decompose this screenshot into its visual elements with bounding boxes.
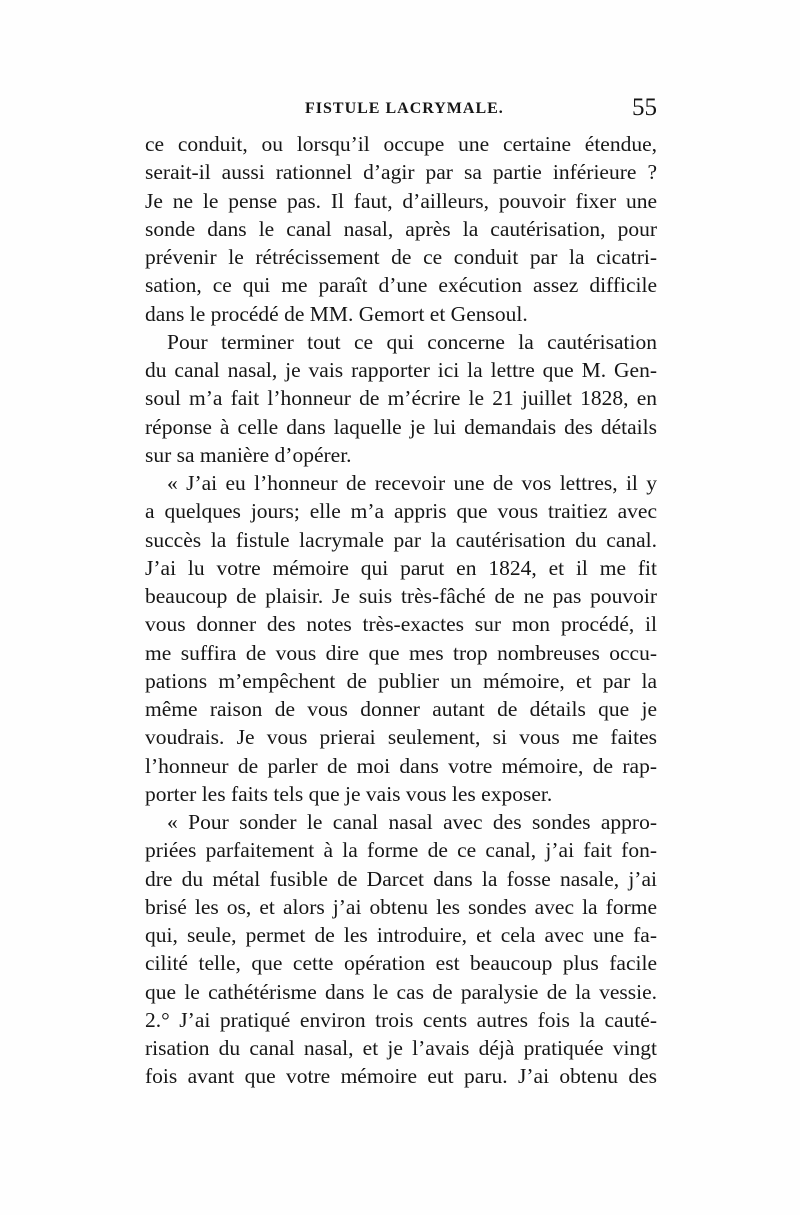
running-title: FISTULE LACRYMALE. xyxy=(305,100,504,117)
text-line: sonde dans le canal nasal, après la cautérisation, pour xyxy=(145,216,657,241)
text-line: vous donner des notes très-exactes sur mon procédé, il xyxy=(145,612,657,637)
running-head xyxy=(145,94,657,124)
text-line: risation du canal nasal, et je l’avais déjà pratiquée vingt xyxy=(145,1036,657,1060)
text-line: dre du métal fusible de Darcet dans la fosse nasale, j’ai xyxy=(145,866,657,891)
text-line: « J’ai eu l’honneur de recevoir une de vos lettres, il y xyxy=(167,471,657,495)
text-line: prévenir le rétrécissement de ce conduit par la cicatri- xyxy=(145,245,657,269)
text-line: J’ai lu votre mémoire qui parut en 1824, et il me fit xyxy=(145,555,657,580)
text-line: sation, ce qui me paraît d’une exécution assez difficile xyxy=(145,273,657,298)
text-line: porter les faits tels que je vais vous les exposer. xyxy=(145,781,553,806)
text-line: que le cathétérisme dans le cas de paralysie de la vessie. xyxy=(145,979,657,1004)
text-line: cilité telle, que cette opération est beaucoup plus facile xyxy=(145,951,657,976)
text-line: succès la fistule lacrymale par la cautérisation du canal. xyxy=(145,527,657,552)
text-line: réponse à celle dans laquelle je lui demandais des détails xyxy=(145,414,657,439)
text-line: voudrais. Je vous prierai seulement, si vous me faites xyxy=(145,725,657,750)
text-line: Je ne le pense pas. Il faut, d’ailleurs, pouvoir fixer une xyxy=(145,188,657,213)
text-line: sur sa manière d’opérer. xyxy=(145,442,352,467)
body-text xyxy=(145,130,657,1091)
text-line: dans le procédé de MM. Gemort et Gensoul. xyxy=(145,301,528,326)
page-number: 55 xyxy=(632,94,657,121)
text-line: Pour terminer tout ce qui concerne la cautérisation xyxy=(167,329,657,354)
text-line: a quelques jours; elle m’a appris que vous traitiez avec xyxy=(145,499,657,524)
text-line: 2.° J’ai pratiqué environ trois cents autres fois la cauté- xyxy=(145,1007,657,1032)
text-line: beaucoup de plaisir. Je suis très-fâché de ne pas pouvoir xyxy=(145,584,657,608)
text-line: brisé les os, et alors j’ai obtenu les sondes avec la forme xyxy=(145,894,657,919)
text-line: priées parfaitement à la forme de ce canal, j’ai fait fon- xyxy=(145,838,657,863)
text-line: me suffira de vous dire que mes trop nombreuses occu- xyxy=(145,640,657,665)
text-line: serait-il aussi rationnel d’agir par sa partie inférieure ? xyxy=(145,160,657,185)
text-line: pations m’empêchent de publier un mémoire, et par la xyxy=(145,668,657,693)
text-line: fois avant que votre mémoire eut paru. J’ai obtenu des xyxy=(145,1064,657,1089)
text-line: même raison de vous donner autant de détails que je xyxy=(145,697,657,721)
text-line: l’honneur de parler de moi dans votre mémoire, de rap- xyxy=(145,753,657,778)
text-line: du canal nasal, je vais rapporter ici la lettre que M. Gen- xyxy=(145,358,657,382)
text-line: qui, seule, permet de les introduire, et cela avec une fa- xyxy=(145,923,657,947)
text-line: « Pour sonder le canal nasal avec des sondes appro- xyxy=(167,810,657,834)
text-line: ce conduit, ou lorsqu’il occupe une certaine étendue, xyxy=(145,132,657,156)
text-line: soul m’a fait l’honneur de m’écrire le 21 juillet 1828, en xyxy=(145,386,657,411)
